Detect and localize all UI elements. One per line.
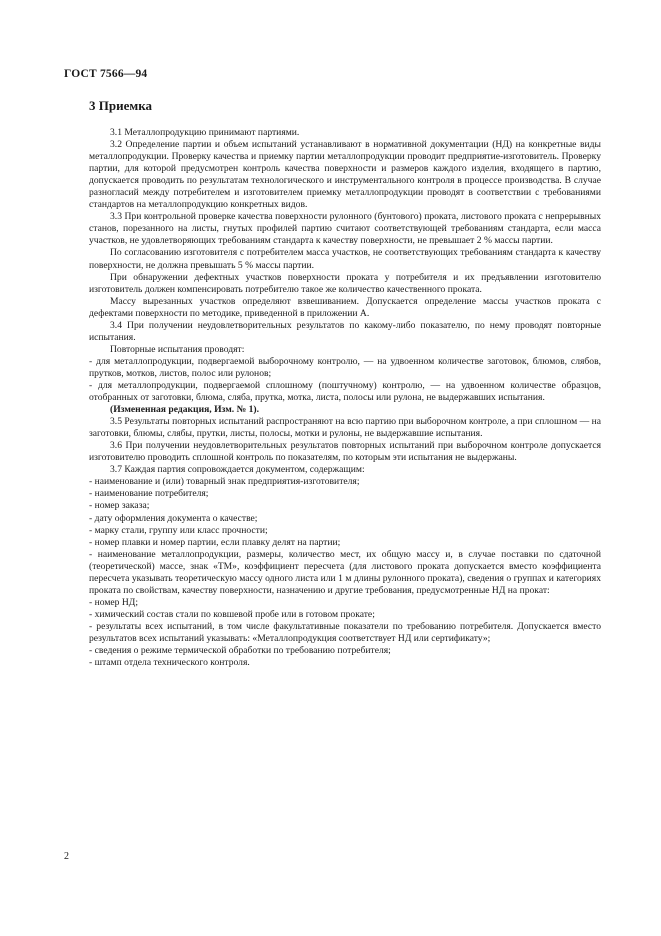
- paragraph: Массу вырезанных участков определяют взвешиванием. Допускается определение массы участков проката с дефектами поверхности по методике, приведенной в приложении А.: [89, 295, 601, 319]
- paragraph: 3.1 Металлопродукцию принимают партиями.: [110, 127, 300, 138]
- page-number: 2: [64, 851, 69, 862]
- list-item: - сведения о режиме термической обработки по требованию потребителя;: [89, 645, 391, 657]
- paragraph: При обнаружении дефектных участков поверхности проката у потребителя и их предъявлении изготовителю изготовитель должен компенсировать потребителю такое же количество качественного проката.: [89, 271, 601, 295]
- list-item: - номер плавки и номер партии, если плавку делят на партии;: [89, 536, 341, 548]
- list-item: - для металлопродукции, подвергаемой сплошному (поштучному) контролю, — на удвоенном количестве образцов, отобранных от заготовки, блюма, сляба, прутка, мотка, листа, полосы или рулона, не выдержавших испытания.: [89, 379, 601, 404]
- list-item: - дату оформления документа о качестве;: [89, 512, 258, 524]
- paragraph: 3.6 При получении неудовлетворительных результатов повторных испытаний при выборочном контроле допускается изготовителю проводить сплошной контроль по показателям, по которым эти испытания не выдержаны.: [89, 440, 601, 464]
- standard-header: ГОСТ 7566—94: [64, 68, 148, 80]
- list-item: - результаты всех испытаний, в том числе факультативные показатели по требованию потребителя. Допускается вместо результатов всех испытаний указывать: «Металлопродукция соответствует НД или сертификату»;: [89, 620, 601, 644]
- paragraph: 3.3 При контрольной проверке качества поверхности рулонного (бунтового) проката, листового проката с непрерывных станов, порезанного на листы, гнутых профилей партию считают соответствующей требованиям стандарта, если масса участков, не удовлетворяющих требованиям стандарта к качеству поверхности, не превышает 2 % массы партии.: [89, 211, 601, 247]
- list-item: - химический состав стали по ковшевой пробе или в готовом прокате;: [89, 608, 375, 620]
- list-item: - номер НД;: [89, 596, 139, 608]
- section-title: 3 Приемка: [89, 98, 153, 113]
- document-body: [89, 127, 601, 669]
- amendment-note: (Измененная редакция, Изм. № 1).: [110, 404, 260, 416]
- paragraph: 3.2 Определение партии и объем испытаний устанавливают в нормативной документации (НД) на конкретные виды металлопродукции. Проверку качества и приемку партии металлопродукции проводит предприятие-изготовитель. Проверку партии, для которой предусмотрен контроль качества поверхности и размеров каждого изделия, входящего в партию, допускается проводить по результатам технологического и инструментального контроля в процессе производства. В случае разногласий между потребителем и изготовителем приемку металлопродукции проводят в соответствии с требованиями стандартов на металлопродукцию конкретных видов.: [89, 139, 601, 211]
- list-item: - наименование металлопродукции, размеры, количество мест, их общую массу и, в случае поставки по сдаточной (теоретической) массе, знак «ТМ», коэффициент пересчета (для листового проката допускается вместо коэффициента пересчета указывать теоретическую массу одного листа или 1 м длины рулонного проката), сведения о группах и категориях проката по свойствам, качеству поверхности, назначению и другие требования, предусмотренные НД на прокат:: [89, 548, 601, 596]
- list-item: - штамп отдела технического контроля.: [89, 657, 250, 669]
- paragraph: По согласованию изготовителя с потребителем масса участков, не соответствующих требованиям стандарта к качеству поверхности, не должна превышать 5 % массы партии.: [89, 247, 601, 271]
- list-item: - марку стали, группу или класс прочности;: [89, 524, 268, 536]
- paragraph: 3.5 Результаты повторных испытаний распространяют на всю партию при выборочном контроле, а при сплошном — на заготовки, блюмы, слябы, прутки, листы, полосы, мотки и рулоны, не выдержавшие испытания.: [89, 416, 601, 440]
- list-item: - наименование и (или) товарный знак предприятия-изготовителя;: [89, 476, 360, 488]
- list-item: - для металлопродукции, подвергаемой выборочному контролю, — на удвоенном количестве заготовок, блюмов, слябов, прутков, мотков, листов, полос или рулонов;: [89, 355, 601, 379]
- list-item: - номер заказа;: [89, 500, 150, 512]
- paragraph: 3.4 При получении неудовлетворительных результатов по какому-либо показателю, по нему проводят повторные испытания.: [89, 319, 601, 343]
- paragraph: Повторные испытания проводят:: [110, 343, 245, 355]
- paragraph: 3.7 Каждая партия сопровождается документом, содержащим:: [110, 464, 365, 476]
- list-item: - наименование потребителя;: [89, 488, 209, 500]
